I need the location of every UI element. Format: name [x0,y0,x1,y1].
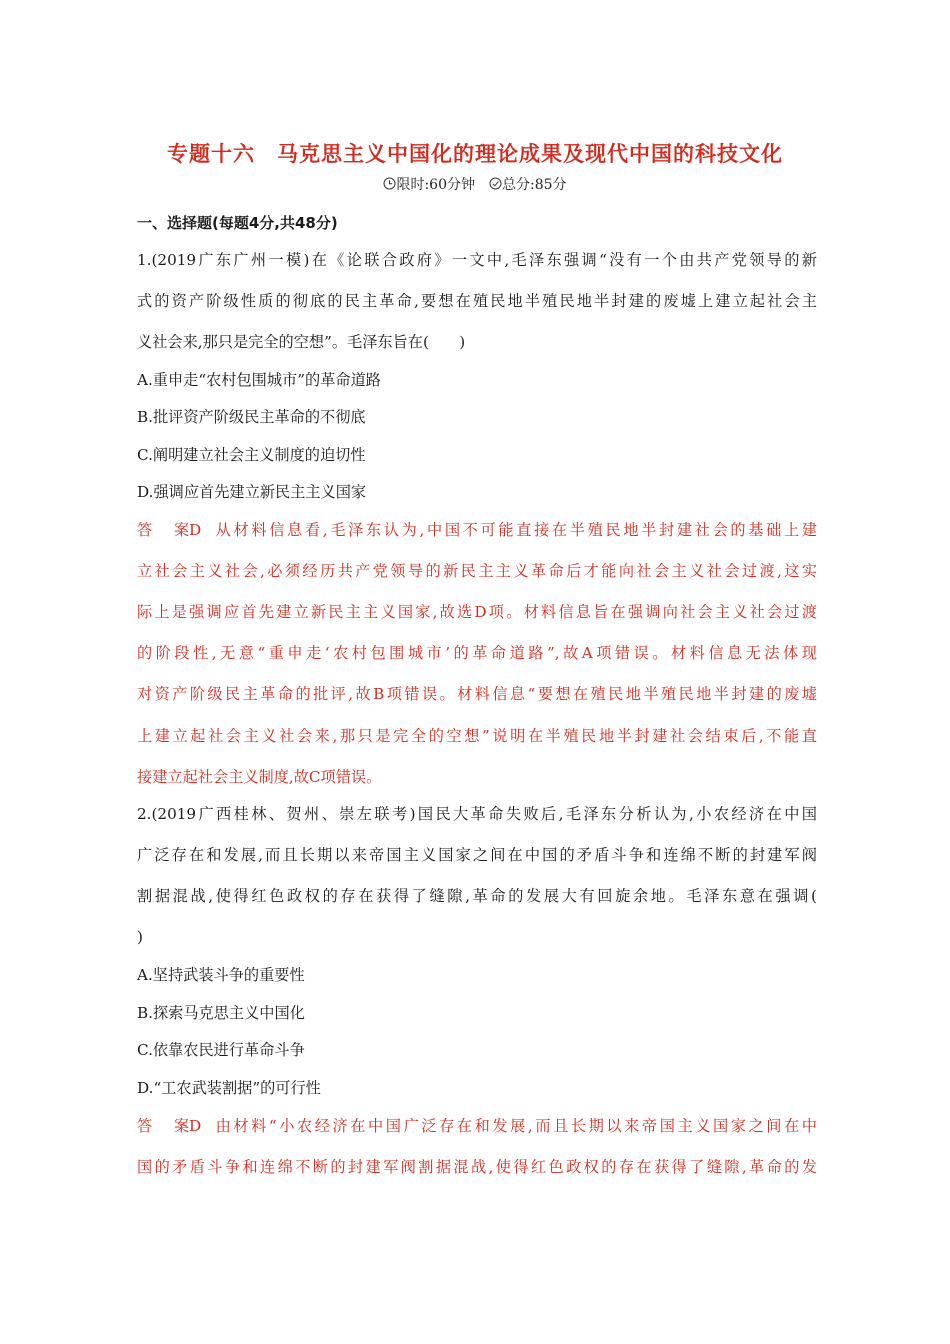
question-2-option-b: B.探索马克思主义中国化 [137,1004,305,1022]
answer-label: 答案 [137,521,189,539]
question-1-explanation: 立社会主义社会,必须经历共产党领导的新民主主义革命后才能向社会主义社会过渡,这实 [137,562,817,580]
question-1-stem: 义社会来,那只是完全的空想”。毛泽东旨在( ) [137,333,466,351]
section-heading: 一、选择题(每题4分,共48分) [137,214,338,232]
answer-label: 答案 [137,1117,189,1135]
question-2-stem: 割据混战,使得红色政权的存在获得了缝隙,革命的发展大有回旋余地。毛泽东意在强调( [137,887,817,905]
explanation-text: 由材料“小农经济在中国广泛存在和发展,而且长期以来帝国主义国家之间在中 [213,1117,817,1135]
question-2-option-d: D.“工农武装割据”的可行性 [137,1079,321,1097]
total-score: 总分:85分 [502,177,567,193]
time-limit: 限时:60分钟 [396,177,475,193]
check-circle-icon [489,177,502,190]
answer-letter: D [189,521,202,539]
page-title: 专题十六 马克思主义中国化的理论成果及现代中国的科技文化 [167,142,783,166]
question-1-explanation: 上建立起社会主义社会来,那只是完全的空想”说明在半殖民地半封建社会结束后,不能直 [137,727,817,745]
explanation-text: 从材料信息看,毛泽东认为,中国不可能直接在半殖民地半封建社会的基础上建 [213,521,817,539]
question-2-explanation: 国的矛盾斗争和连绵不断的封建军阀割据混战,使得红色政权的存在获得了缝隙,革命的发 [137,1158,817,1176]
question-1-explanation: 际上是强调应首先建立新民主主义国家,故选D项。材料信息旨在强调向社会主义社会过渡 [137,603,817,621]
question-1-option-b: B.批评资产阶级民主革命的不彻底 [137,408,366,426]
question-2-option-a: A.坚持武装斗争的重要性 [137,966,305,984]
question-1-stem: 1.(2019广东广州一模)在《论联合政府》一文中,毛泽东强调“没有一个由共产党领导的新 [137,251,817,269]
exam-meta [0,174,950,194]
question-1-option-a: A.重申走“农村包围城市”的革命道路 [137,371,381,389]
question-2-stem: 2.(2019广西桂林、贺州、崇左联考)国民大革命失败后,毛泽东分析认为,小农经济在中国 [137,805,817,823]
question-1-answer [137,520,817,540]
question-2-stem: ) [137,928,143,946]
question-1-explanation: 对资产阶级民主革命的批评,故B项错误。材料信息“要想在殖民地半殖民地半封建的废墟 [137,685,817,703]
clock-icon [383,177,396,190]
question-1-explanation: 接建立起社会主义制度,故C项错误。 [137,768,382,786]
question-1-option-d: D.强调应首先建立新民主主义国家 [137,483,367,501]
question-1-option-c: C.阐明建立社会主义制度的迫切性 [137,446,366,464]
answer-letter: D [189,1117,202,1135]
question-1-explanation: 的阶段性,无意“重申走‘农村包围城市’的革命道路”,故A项错误。材料信息无法体现 [137,644,817,662]
question-2-stem: 广泛存在和发展,而且长期以来帝国主义国家之间在中国的矛盾斗争和连绵不断的封建军阀 [137,846,817,864]
question-2-option-c: C.依靠农民进行革命斗争 [137,1041,305,1059]
question-1-stem: 式的资产阶级性质的彻底的民主革命,要想在殖民地半殖民地半封建的废墟上建立起社会主 [137,292,817,310]
question-2-answer [137,1116,817,1136]
